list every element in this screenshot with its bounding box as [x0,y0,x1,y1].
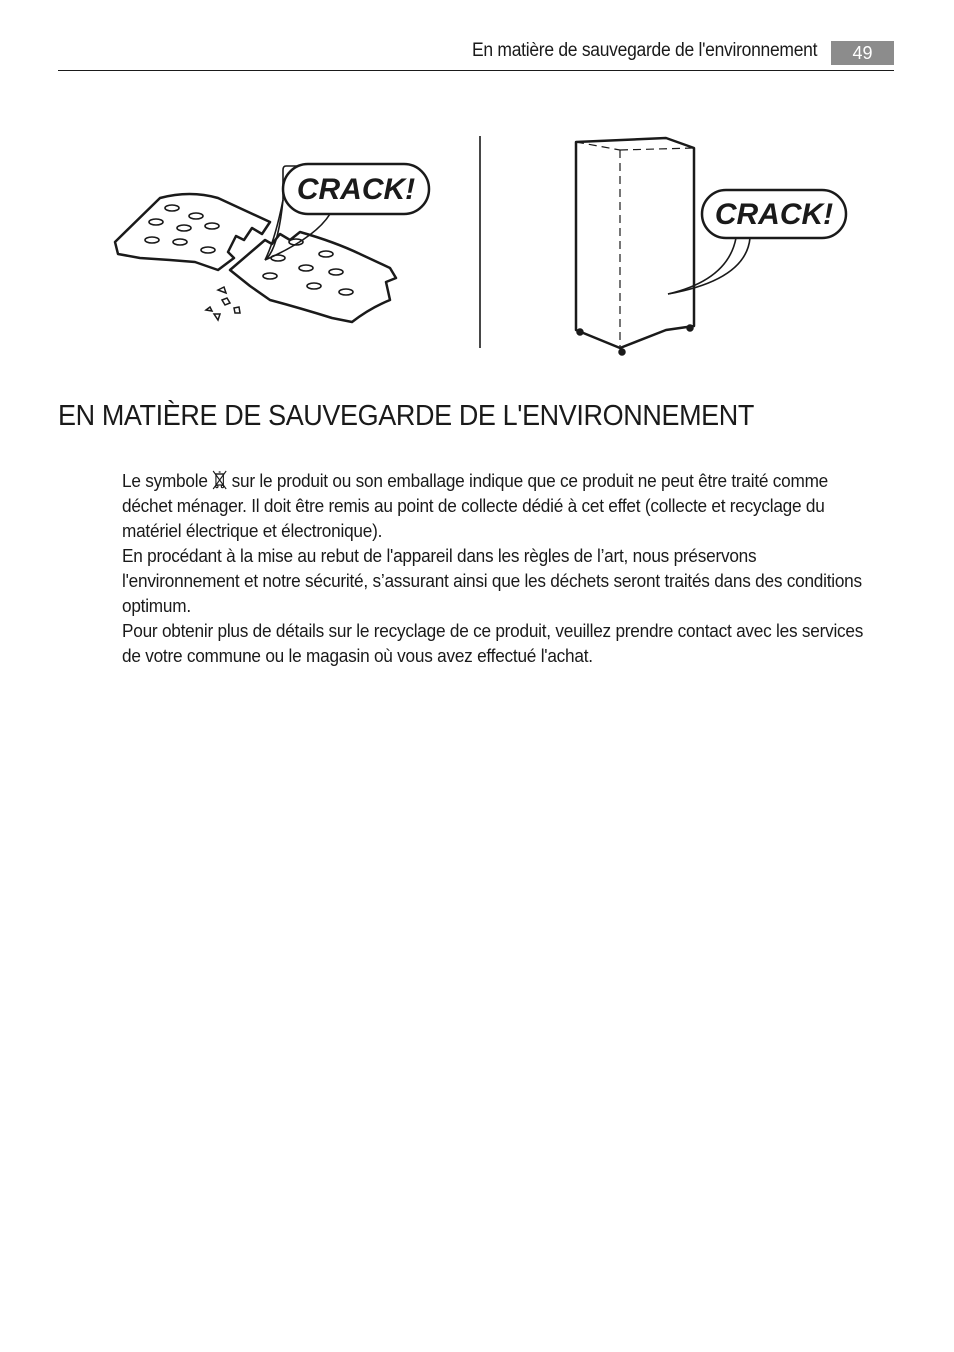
section-heading: EN MATIÈRE DE SAUVEGARDE DE L'ENVIRONNEMENT [58,400,754,432]
appliance-cabinet-icon [576,138,694,355]
paragraph-disposal-rules: En procédant à la mise au rebut de l'appareil dans les règles de l’art, nous préservons l'environnement et notre sécurité, s’assurant ainsi que les déchets seront traités dans des conditions optimum. [122,545,862,616]
left-bubble-text: CRACK! [296,173,416,206]
paragraph1-rest: sur le produit ou son emballage indique que ce produit ne peut être traité comme déchet ménager. Il doit être remis au point de collecte dédié à cet effet (collecte et recyclage du matériel électrique et électronique). [122,470,829,541]
right-bubble-text: CRACK! [714,198,834,231]
running-header-title: En matière de sauvegarde de l'environnement [471,40,817,61]
illustration-breaking-materials [100,130,860,370]
body-text [122,468,866,668]
paragraph1-start: Le symbole [122,470,208,491]
page-number-badge: 49 [831,41,894,65]
debris-fragments-icon [206,287,240,320]
header-divider [58,70,894,71]
paragraph-recycling-contact: Pour obtenir plus de détails sur le recyclage de ce produit, veuillez prendre contact avec les services de votre commune ou le magasin où vous avez effectué l'achat. [122,620,864,666]
paragraph-disposal-symbol [122,468,866,543]
crossed-out-wheelie-bin-icon [212,470,227,490]
